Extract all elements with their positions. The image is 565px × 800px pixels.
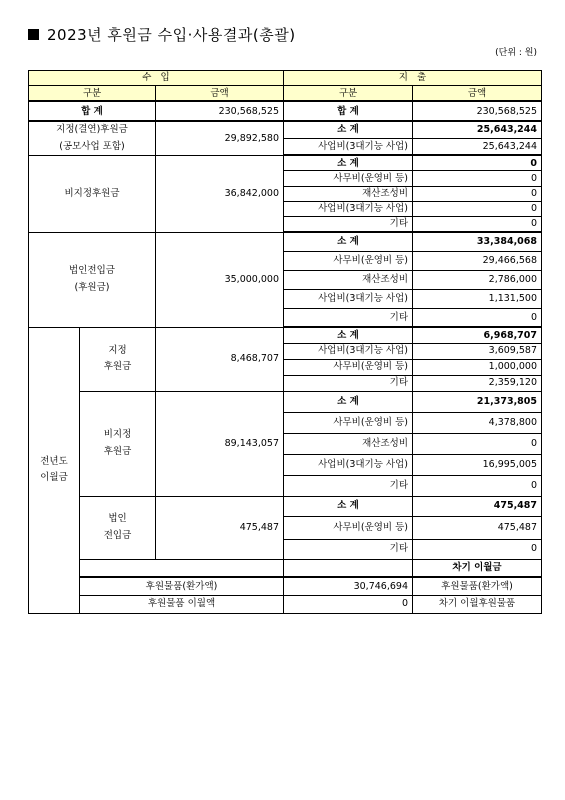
table-row <box>29 327 542 343</box>
square-bullet-icon <box>28 29 39 40</box>
carryover-designated-subtotal-value: 6,968,707 <box>413 327 542 343</box>
subheader-row <box>29 86 542 102</box>
item-value: 0 <box>413 171 542 186</box>
table-row <box>29 391 542 412</box>
carryover-non-designated-subtotal-value: 21,373,805 <box>413 391 542 412</box>
designated-subtotal-label: 소 계 <box>284 121 413 138</box>
item-label: 사무비(운영비 등) <box>284 359 413 375</box>
income-header: 수 입 <box>29 71 284 86</box>
corporate-amount: 35,000,000 <box>156 232 284 327</box>
next-carryover-label: 차기 이월금 <box>413 559 542 577</box>
blank-cell <box>80 559 284 577</box>
item-label: 사업비(3대기능 사업) <box>284 454 413 475</box>
goods-carry-expense-label: 차기 이월후원물품 <box>413 595 542 613</box>
designated-subtotal-value: 25,643,244 <box>413 121 542 138</box>
item-value: 0 <box>413 539 542 559</box>
item-label: 재산조성비 <box>284 186 413 201</box>
expense-amount-header: 금액 <box>413 86 542 102</box>
item-label: 사무비(운영비 등) <box>284 171 413 186</box>
item-label: 기타 <box>284 475 413 496</box>
item-label: 재산조성비 <box>284 433 413 454</box>
item-value: 3,609,587 <box>413 343 542 359</box>
carryover-designated-label: 지정 후원금 <box>80 327 156 391</box>
item-label: 사업비(3대기능 사업) <box>284 201 413 216</box>
item-label: 재산조성비 <box>284 270 413 289</box>
item-label: 기타 <box>284 308 413 327</box>
unit-label: (단위 : 원) <box>495 48 537 58</box>
blank-cell <box>284 559 413 577</box>
item-label: 사업비(3대기능 사업) <box>284 343 413 359</box>
table-row <box>29 595 542 613</box>
item-label: 사업비(3대기능 사업) <box>284 289 413 308</box>
item-label: 기타 <box>284 216 413 232</box>
carryover-corporate-amount: 475,487 <box>156 496 284 559</box>
non-designated-subtotal-label: 소 계 <box>284 155 413 171</box>
item-label: 기타 <box>284 539 413 559</box>
total-income-value: 230,568,525 <box>156 101 284 121</box>
non-designated-amount: 36,842,000 <box>156 155 284 232</box>
carryover-corporate-label: 법인 전입금 <box>80 496 156 559</box>
total-expense-value: 230,568,525 <box>413 101 542 121</box>
item-label: 기타 <box>284 375 413 391</box>
designated-label: 지정(결연)후원금 (공모사업 포함) <box>29 121 156 155</box>
item-label: 사무비(운영비 등) <box>284 516 413 539</box>
carryover-non-designated-label: 비지정 후원금 <box>80 391 156 496</box>
goods-expense-label: 후원물품(환가액) <box>413 577 542 595</box>
item-value: 0 <box>413 186 542 201</box>
table-row <box>29 232 542 251</box>
item-value: 2,359,120 <box>413 375 542 391</box>
table-row <box>29 121 542 138</box>
corporate-label: 법인전입금 (후원금) <box>29 232 156 327</box>
corporate-subtotal-value: 33,384,068 <box>413 232 542 251</box>
carryover-non-designated-amount: 89,143,057 <box>156 391 284 496</box>
non-designated-label: 비지정후원금 <box>29 155 156 232</box>
item-value: 0 <box>413 475 542 496</box>
carryover-corporate-subtotal-value: 475,487 <box>413 496 542 516</box>
table-row <box>29 559 542 577</box>
goods-carry-income-label: 후원물품 이월액 <box>80 595 284 613</box>
item-value: 1,131,500 <box>413 289 542 308</box>
designated-item-value: 25,643,244 <box>413 138 542 155</box>
header-row <box>29 71 542 86</box>
item-value: 0 <box>413 216 542 232</box>
goods-carry-income-value: 0 <box>284 595 413 613</box>
item-value: 4,378,800 <box>413 412 542 433</box>
item-value: 0 <box>413 433 542 454</box>
carryover-corporate-subtotal-label: 소 계 <box>284 496 413 516</box>
table-row <box>29 496 542 516</box>
goods-income-value: 30,746,694 <box>284 577 413 595</box>
item-value: 0 <box>413 308 542 327</box>
item-label: 사무비(운영비 등) <box>284 412 413 433</box>
item-value: 16,995,005 <box>413 454 542 475</box>
item-value: 29,466,568 <box>413 251 542 270</box>
table-row <box>29 155 542 171</box>
carryover-label: 전년도 이월금 <box>29 327 80 613</box>
designated-amount: 29,892,580 <box>156 121 284 155</box>
item-value: 2,786,000 <box>413 270 542 289</box>
item-label: 사무비(운영비 등) <box>284 251 413 270</box>
donation-summary-table <box>28 70 542 614</box>
income-category-header: 구분 <box>29 86 156 102</box>
carryover-designated-subtotal-label: 소 계 <box>284 327 413 343</box>
carryover-designated-amount: 8,468,707 <box>156 327 284 391</box>
goods-income-label: 후원물품(환가액) <box>80 577 284 595</box>
item-value: 475,487 <box>413 516 542 539</box>
total-income-label: 합 계 <box>29 101 156 121</box>
expense-header: 지 출 <box>284 71 542 86</box>
item-value: 0 <box>413 201 542 216</box>
income-amount-header: 금액 <box>156 86 284 102</box>
total-expense-label: 합 계 <box>284 101 413 121</box>
expense-category-header: 구분 <box>284 86 413 102</box>
total-row <box>29 101 542 121</box>
page-title: 2023년 후원금 수입·사용결과(총괄) <box>28 24 296 45</box>
non-designated-subtotal-value: 0 <box>413 155 542 171</box>
carryover-non-designated-subtotal-label: 소 계 <box>284 391 413 412</box>
table-row <box>29 577 542 595</box>
corporate-subtotal-label: 소 계 <box>284 232 413 251</box>
item-value: 1,000,000 <box>413 359 542 375</box>
designated-item-label: 사업비(3대기능 사업) <box>284 138 413 155</box>
